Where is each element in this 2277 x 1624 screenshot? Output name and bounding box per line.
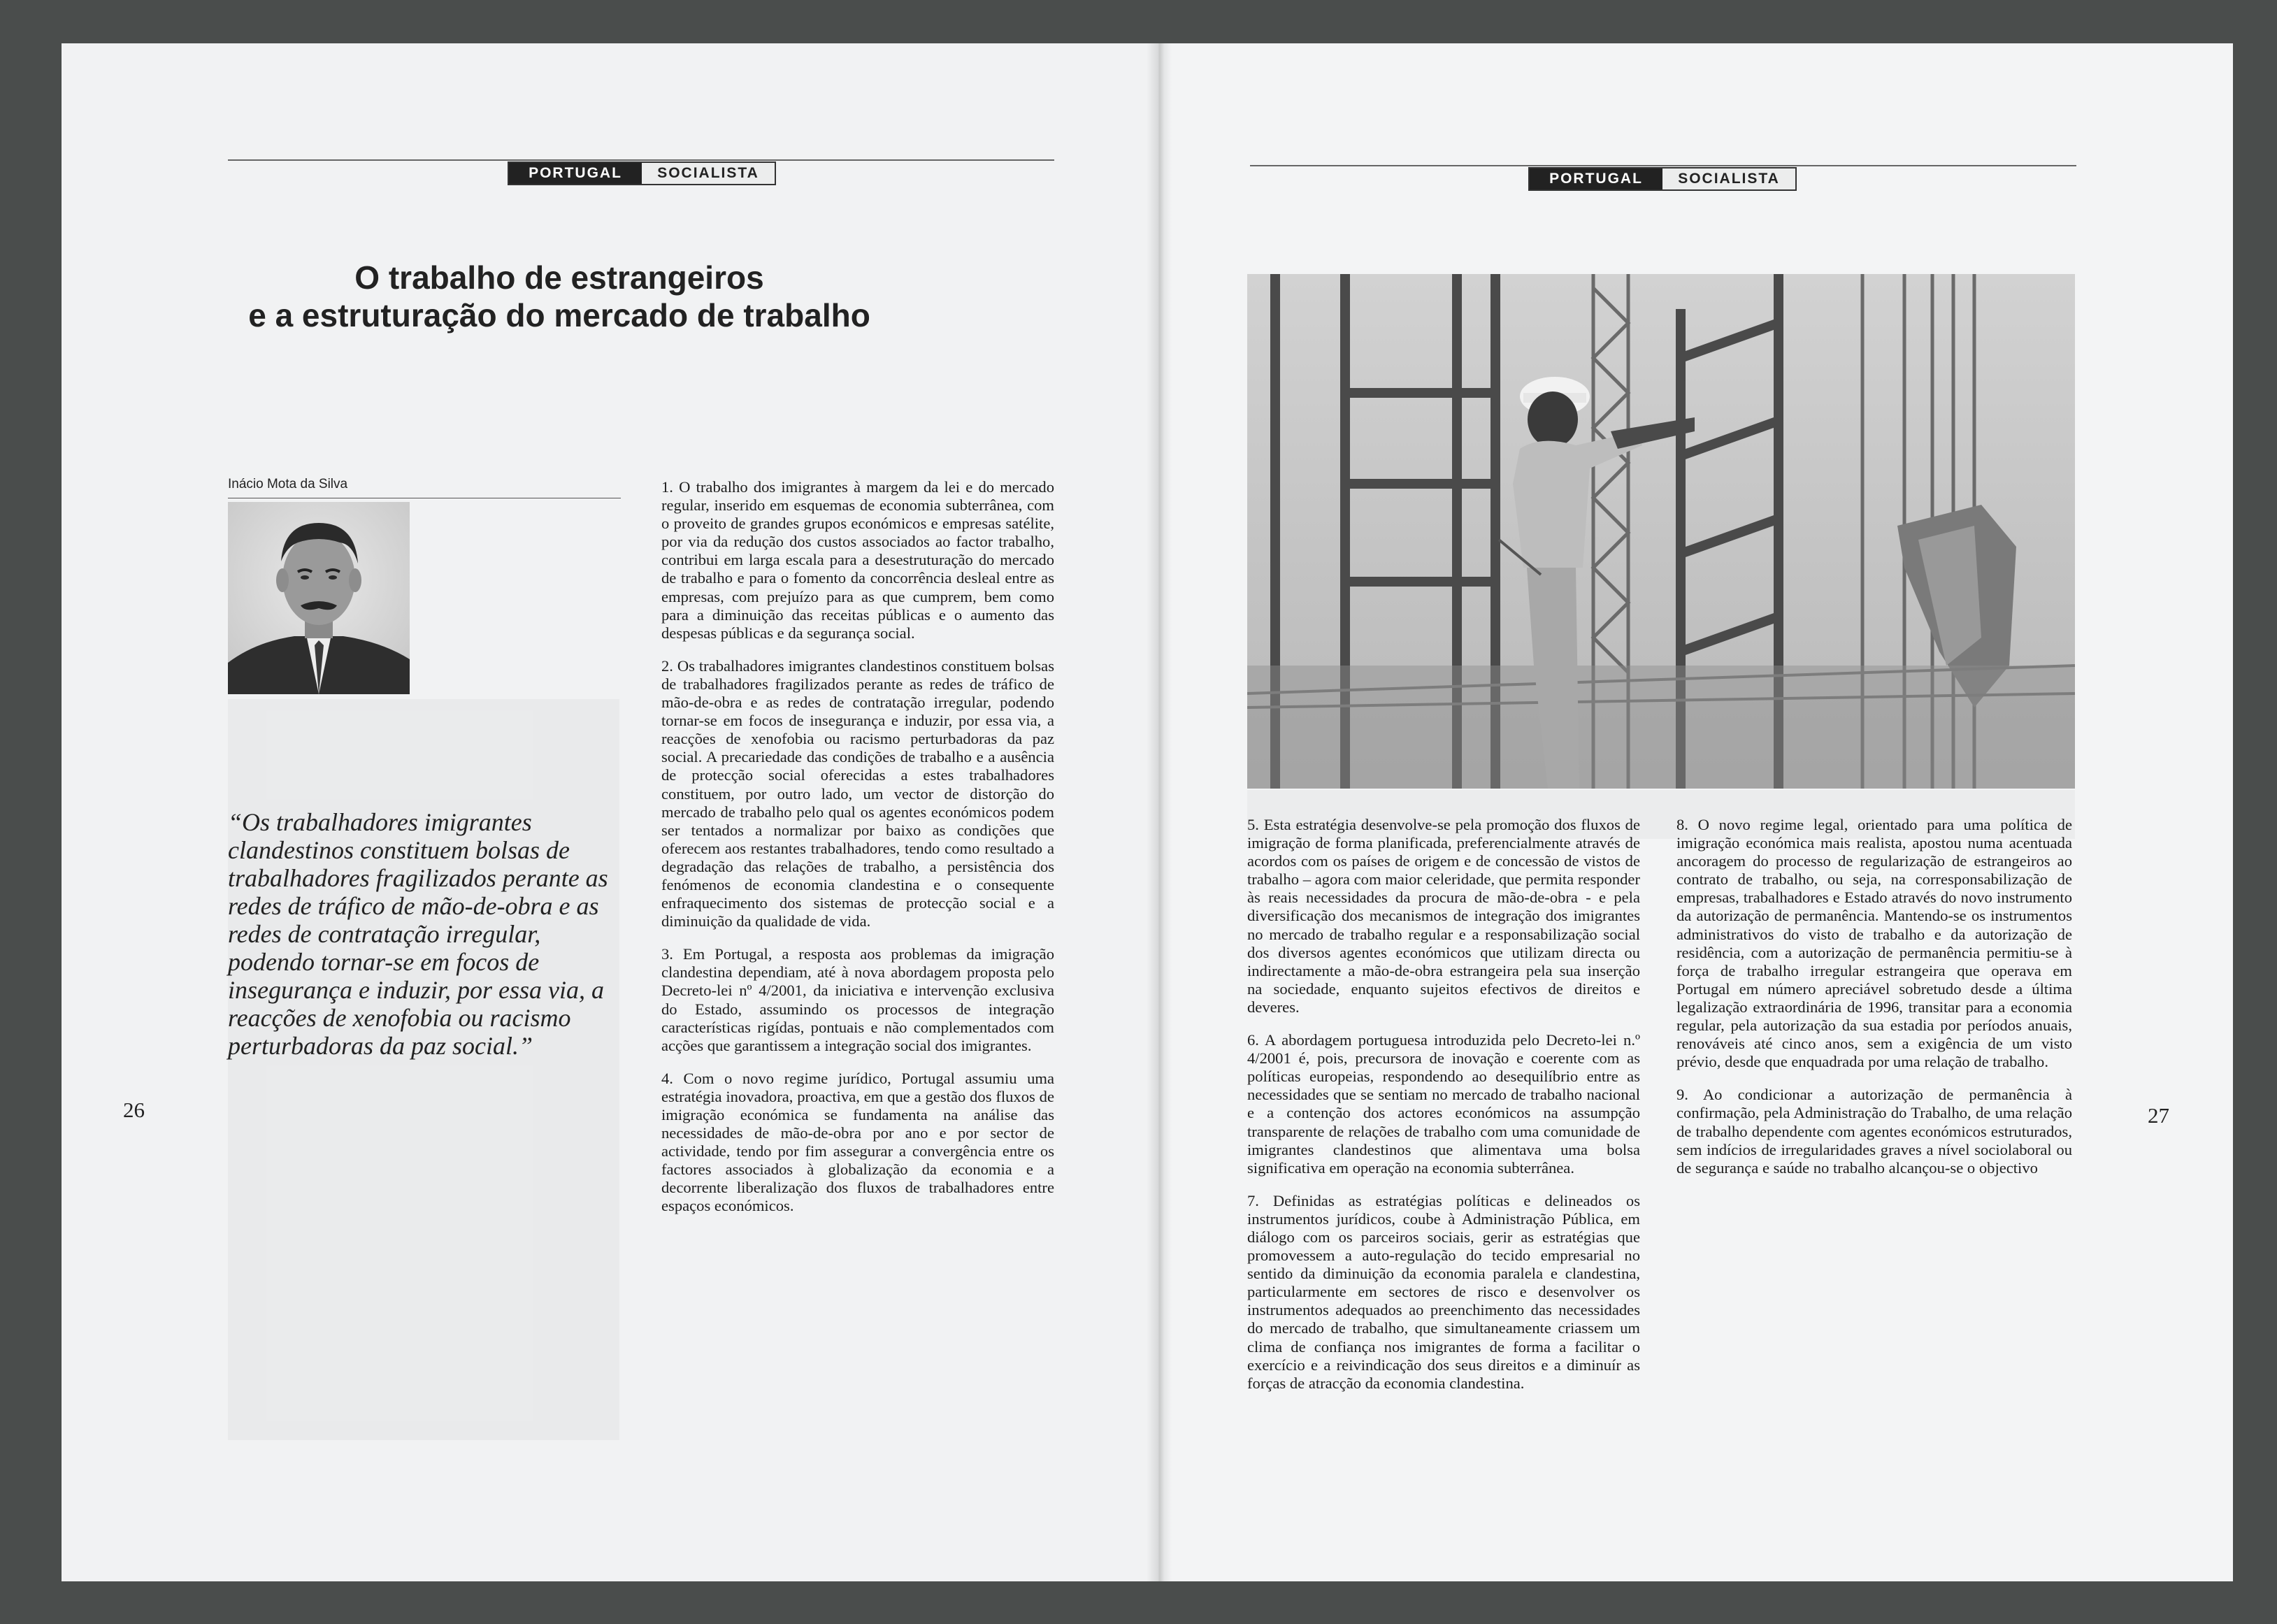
paragraph: 9. Ao condicionar a autorização de permanência à confirmação, pela Administração do Trabalho, de uma relação de trabalho dependente com agentes económicos estruturados, sem indícios de irregularidades graves a nível sociolaboral ou de segurança e saúde no trabalho alcançou-se o objectivo: [1676, 1086, 2072, 1177]
pull-quote: “Os trabalhadores imigrantes clandestinos constituem bolsas de trabalhadores fragilizados perante as redes de tráfico de mão-de-obra e as redes de contratação irregular, podendo tornar-se em focos de insegurança e induzir, por essa via, a reacções de xenofobia ou racismo perturbadoras da paz social.”: [228, 808, 608, 1060]
page-number-left: 26: [123, 1098, 145, 1122]
author-portrait: [228, 502, 410, 694]
paragraph: 3. Em Portugal, a resposta aos problemas da imigração clandestina dependiam, até à nova abordagem proposta pelo Decreto-lei nº 4/2001, da iniciativa e intervenção exclusiva do Estado, assumindo os processos de integração características rigídas, pontuais e não complementados com acções que garantissem a integração social dos imigrantes.: [661, 945, 1054, 1054]
masthead-left: [508, 161, 776, 185]
top-rule-left: [228, 159, 1054, 161]
page-number-right: 27: [2148, 1103, 2169, 1128]
masthead-portugal: PORTUGAL: [509, 163, 642, 184]
construction-worker-photo: [1247, 274, 2075, 789]
paragraph: 1. O trabalho dos imigrantes à margem da lei e do mercado regular, inserido em esquemas de economia subterrânea, com o proveito de grandes grupos económicos e empresas satélite, por via da redução dos custos associados ao factor trabalho, contribui em larga escala para a desestruturação do mercado de trabalho e para o fomento da concorrência desleal entre as empresas, com prejuízo para as que cumprem, bem como para a diminuição das receitas públicas e o aumento das despesas públicas e da segurança social.: [661, 478, 1054, 642]
paragraph: 8. O novo regime legal, orientado para uma política de imigração económica mais realista, apostou numa acentuada ancoragem do processo de regularização de estrangeiros ao contrato de trabalho, ou seja, na corresponsabilização de empresas, trabalhadores e Estado através do novo instrumento da autorização de permanência. Mantendo-se os instrumentos administrativos do visto de trabalho e da autorização de residência, com a autorização de permanência permitiu-se à força de trabalho irregular estrangeira que operava em Portugal em número apreciável sobretudo desde a última legalização extraordinária de 1996, transitar para a economia regular, pela autorização da sua estadia por períodos anuais, renováveis até cinco anos, sem a exigência de um visto prévio, desde que enquadrada por uma relação de trabalho.: [1676, 816, 2072, 1071]
text-column-3: [1676, 816, 2072, 1192]
paragraph: 6. A abordagem portuguesa introduzida pelo Decreto-lei n.º 4/2001 é, pois, precursora de inovação e coerente com as políticas europeias, respondendo ao desequilíbrio entre as necessidades que se sentiam no mercado de trabalho nacional e a contenção dos actores económicos na assumpção transparente de relações de trabalho com uma comunidade de imigrantes clandestinos que alimentava uma bolsa significativa em operação na economia subterrânea.: [1247, 1031, 1640, 1177]
masthead-socialista: SOCIALISTA: [1662, 168, 1795, 189]
masthead-socialista: SOCIALISTA: [642, 163, 775, 184]
top-rule-right: [1250, 165, 2076, 166]
text-column-1: [661, 478, 1054, 1230]
paragraph: 4. Com o novo regime jurídico, Portugal assumiu uma estratégia inovadora, proactiva, em que a gestão dos fluxos de imigração económica se fundamenta na análise das necessidades de mão-de-obra por ano e por sector de actividade, tendo por fim assegurar a convergência entre os factores associados à globalização da economia e a decorrente liberalização dos fluxos de trabalhadores entre espaços económicos.: [661, 1069, 1054, 1215]
masthead-portugal: PORTUGAL: [1530, 168, 1662, 189]
paragraph: 2. Os trabalhadores imigrantes clandestinos constituem bolsas de trabalhadores fragilizados perante as redes de tráfico de mão-de-obra e as redes de contratação irregular, podendo tornar-se em focos de insegurança e induzir, por essa via, a reacções de xenofobia ou racismo perturbadoras da paz social. A precariedade das condições de trabalho e a ausência de protecção social oferecidas a estes trabalhadores constituem, por outro lado, um vector de distorção do mercado de trabalho pelo qual os agentes económicos podem ser tentados a normalizar por baixo as condições que oferecem aos restantes trabalhadores, tendo como resultado a degradação das relações de trabalho, a persistência dos fenómenos de economia clandestina e o consequente enfraquecimento dos sistemas de protecção social e a diminuição da qualidade de vida.: [661, 656, 1054, 930]
title-line-1: O trabalho de estrangeiros: [354, 259, 764, 296]
author-name: Inácio Mota da Silva: [228, 477, 348, 491]
article-title: [210, 259, 909, 334]
paragraph: 7. Definidas as estratégias políticas e delineados os instrumentos jurídicos, coube à Administração Pública, em diálogo com os parceiros sociais, gerir as estratégias que promovessem a auto-regulação do tecido empresarial no sentido da diminuição da economia paralela e clandestina, particularmente em sectores de risco e desenvolver os instrumentos adequados ao preenchimento das necessidades do mercado de trabalho, que simultaneamente criassem um clima de confiança nos imigrantes de forma a facilitar o exercício e a reivindicação dos seus direitos e a diminuír as forças de atracção da economia clandestina.: [1247, 1191, 1640, 1392]
title-line-2: e a estruturação do mercado de trabalho: [248, 297, 870, 333]
masthead-right: [1528, 167, 1797, 191]
paragraph: 5. Esta estratégia desenvolve-se pela promoção dos fluxos de imigração de forma planificada, preferencialmente através de acordos com os países de origem e de concessão de vistos de trabalho – agora com maior celeridade, que permita responder às reais necessidades da procura de mão-de-obra - e pela diversificação dos mecanismos de integração dos imigrantes no mercado de trabalho regular e a responsabilização social dos diversos agentes económicos que utilizam directa ou indirectamente a mão-de-obra estrangeira pela sua inserção na sociedade, enquanto sujeitos efectivos de direitos e deveres.: [1247, 816, 1640, 1016]
spine: [1147, 43, 1172, 1581]
text-column-2: [1247, 816, 1640, 1407]
